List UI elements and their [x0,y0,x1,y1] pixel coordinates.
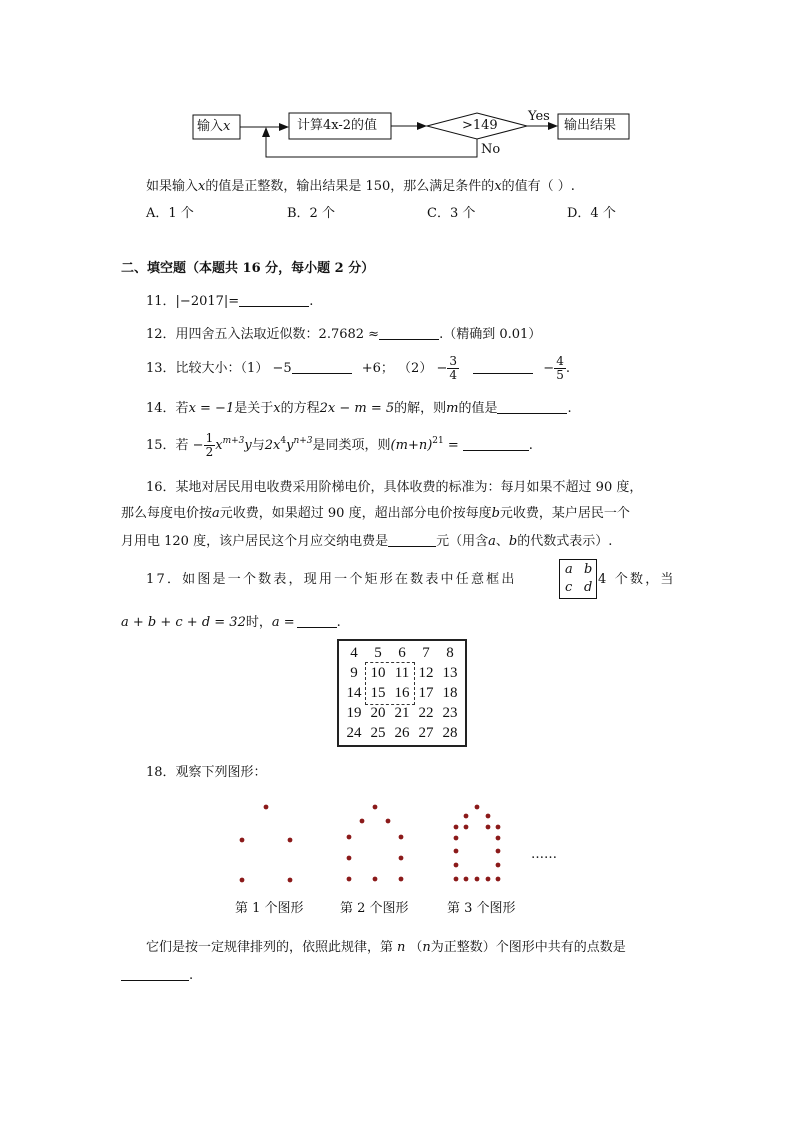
table-cell: 5 [374,644,382,661]
dot [486,877,491,882]
dot [496,825,501,830]
dot [399,877,404,882]
dot [464,825,469,830]
dot [496,877,501,882]
dot [399,856,404,861]
q15: 15．若 − $\frac{1}{2}$ $x^{m+3}y$与$2x^4y^{n+3}$是同类项，则$(m+n)^{21}$ = . [146,431,533,459]
table-cell: 27 [418,724,434,741]
dot [240,878,245,883]
table-cell: 24 [346,724,362,741]
table-cell: 21 [394,704,410,721]
table-cell: 11 [394,664,410,681]
q17-line1: 17．如图是一个数表，现用一个矩形在数表中任意框出 [146,572,517,587]
dot [454,849,459,854]
dot [347,877,352,882]
table-cell: 6 [398,644,406,661]
dot [496,863,501,868]
table-selection-rectangle [365,662,415,705]
table-cell: 20 [370,704,386,721]
table-cell: 17 [418,684,434,701]
figure-1 [240,805,293,883]
q18-text-line1: 它们是按一定规律排列的，依照此规律，第 n （n为正整数）个图形中共有的点数是 [146,940,626,955]
q17-line2: a + b + c + d = 32时，a = . [121,615,341,630]
table-cell: 23 [442,704,458,721]
dot [454,825,459,830]
q12: 12．用四舍五入法取近似数：2.7682 ≈ .（精确到 0.01） [146,327,542,342]
condition-label: >149 [462,118,498,133]
dot-figures [0,795,794,895]
dot [264,805,269,810]
dot [360,819,365,824]
dot [464,877,469,882]
q13: 13．比较大小：（1） −5 +6； （2） − $\frac{3}{4}$ − $\frac{4}{5}$ . [146,354,570,382]
q10-text: 如果输入x的值是正整数，输出结果是 150，那么满足条件的x的值有（ ）. [146,179,575,194]
table-cell: 10 [370,664,386,681]
dot [454,877,459,882]
table-row [342,703,462,723]
figure-3 [454,805,501,882]
dot [399,835,404,840]
q11: 11．|−2017|= . [146,294,314,309]
dot [373,805,378,810]
table-row [342,723,462,743]
table-cell: 13 [442,664,458,681]
q10-option-d: D．4 个 [567,206,616,221]
table-cell: 14 [346,684,362,701]
table-cell: 22 [418,704,434,721]
flowchart-lines [0,0,794,170]
table-cell: 7 [422,644,430,661]
q18-ellipsis: …… [531,847,557,862]
table-cell: 28 [442,724,458,741]
q10-option-a: A．1 个 [146,206,194,221]
dot [454,863,459,868]
dot [386,819,391,824]
q18-caption-2: 第 2 个图形 [340,901,409,916]
q10-option-c: C．3 个 [427,206,476,221]
table-cell: 19 [346,704,362,721]
dot [475,805,480,810]
table-cell: 4 [350,644,358,661]
table-cell: 8 [446,644,454,661]
table-cell: 15 [370,684,386,701]
table-row [342,643,462,663]
dot [347,856,352,861]
yes-label: Yes [528,109,550,124]
output-box-label: 输出结果 [564,118,617,133]
table-cell: 16 [394,684,410,701]
dot [288,838,293,843]
q18-text-line2: . [121,966,193,985]
q18-caption-3: 第 3 个图形 [447,901,516,916]
dot [496,849,501,854]
q16-line1: 16．某地对居民用电收费采用阶梯电价，具体收费的标准为：每月如果不超过 90 度， [146,480,643,495]
dot [240,838,245,843]
input-box-label: 输入x [197,119,231,134]
flowchart [0,0,794,170]
dot [486,814,491,819]
table-cell: 26 [394,724,410,741]
figure-2 [347,805,404,882]
q10-option-b: B．2 个 [287,206,335,221]
dot [347,835,352,840]
dot [496,836,501,841]
number-table-wrapper [337,639,467,747]
dot [373,877,378,882]
dot [288,878,293,883]
table-cell: 12 [418,664,434,681]
no-label: No [481,142,501,157]
section2-title: 二、填空题（本题共 16 分，每小题 2 分） [121,261,375,276]
table-cell: 25 [370,724,386,741]
dot [475,877,480,882]
table-cell: 18 [442,684,458,701]
q16-line2: 那么每度电价按a元收费，如果超过 90 度，超出部分电价按每度b元收费，某户居民一个 [121,506,630,521]
q18-title: 18．观察下列图形： [146,765,267,780]
q18-caption-1: 第 1 个图形 [235,901,304,916]
q16-line3: 月用电 120 度，该户居民这个月应交纳电费是 元（用含a、b的代数式表示）. [121,534,613,549]
q14: 14．若x = −1是关于x的方程2x − m = 5的解，则m的值是 . [146,401,572,416]
q17-abcd-box: a b c d [559,559,597,599]
compute-box-label: 计算4x-2的值 [297,118,378,133]
table-cell: 9 [350,664,358,681]
dot [454,836,459,841]
dot [464,814,469,819]
dot [486,825,491,830]
q17-line1-end: 4 个数，当 [598,572,676,587]
